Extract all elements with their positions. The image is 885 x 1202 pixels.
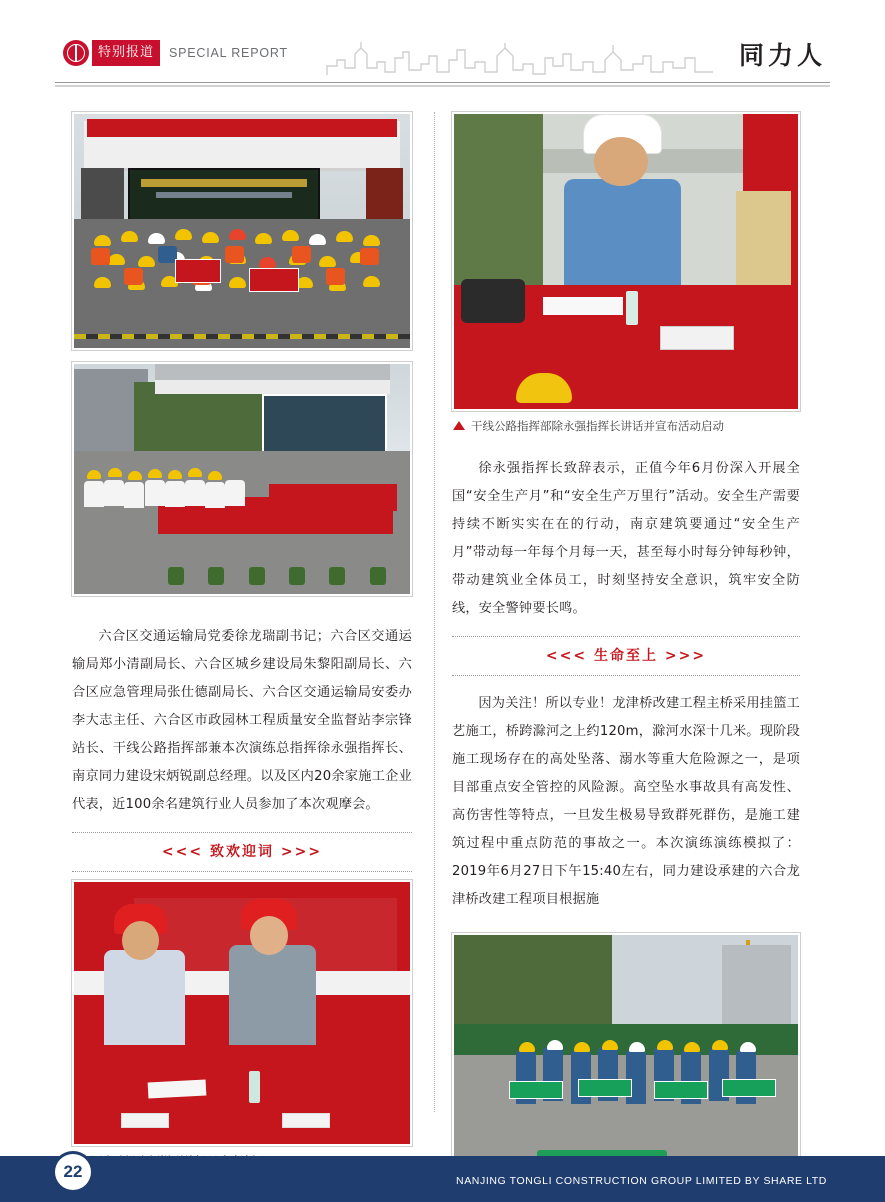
page-header <box>55 36 830 84</box>
column-divider <box>434 112 435 1112</box>
right-dotted-rule-2 <box>452 675 800 676</box>
page-number: 22 <box>55 1154 91 1190</box>
left-section-heading: <<< 致欢迎词 >>> <box>161 844 323 861</box>
section-badge <box>63 40 288 66</box>
tongli-circle-logo-icon <box>63 40 89 66</box>
magazine-brand-title: 同力人 <box>738 41 826 70</box>
photo-welcome-speech <box>72 880 412 1146</box>
photo-seated-guests <box>72 362 412 596</box>
photo-chief-commander-speech <box>452 112 800 411</box>
left-dotted-rule-2 <box>72 871 412 872</box>
right-paragraph-2: 因为关注！所以专业！龙津桥改建工程主桥采用挂篮工艺施工，桥跨滁河之上约120m，滁河水深十几米。现阶段施工现场存在的高处坠落、溺水等重大危险源之一，是项目部重点安全管控的风险源。高空坠水事故具有高发性、高伤害性等特点，一旦发生极易导致群死群伤，是施工建筑过程中重点防范的事故之一。本次演练演练模拟了：2019年6月27日下午15:40左右，同力建设承建的六合龙津桥改建工程项目根据施 <box>452 695 800 907</box>
left-paragraph-1: 六合区交通运输局党委徐龙瑞副书记；六合区交通运输局郑小清副局长、六合区城乡建设局朱黎阳副局长、六合区应急管理局张仕德副局长、六合区交通运输局安委办李大志主任、六合区市政园林工程质量安全监督站李宗锋站长、干线公路指挥部兼本次演练总指挥徐永强指挥长、南京同力建设宋炳锐副总经理。以及区内20余家施工企业代表，近100余名建筑行业人员参加了本次观摩会。 <box>72 629 412 813</box>
city-skyline-outline-icon <box>325 42 715 76</box>
header-rule <box>55 82 830 83</box>
right-dotted-rule-1 <box>452 636 800 637</box>
caption-triangle-icon <box>453 421 465 430</box>
section-badge-en: SPECIAL REPORT <box>169 46 288 60</box>
footer-company-line: NANJING TONGLI CONSTRUCTION GROUP LIMITED BY SHARE LTD <box>456 1175 827 1187</box>
header-rule-secondary <box>55 85 830 87</box>
section-badge-cn: 特别报道 <box>92 40 160 66</box>
photo-rally-crowd <box>72 112 412 350</box>
right-section-heading: <<< 生命至上 >>> <box>545 648 707 665</box>
right-column <box>452 112 800 1199</box>
left-column <box>72 112 412 1169</box>
caption-text: 干线公路指挥部除永强指挥长讲话并宣布活动启动 <box>471 419 724 433</box>
right-paragraph-1: 徐永强指挥长致辞表示，正值今年6月份深入开展全国“安全生产月”和“安全生产万里行”活动。安全生产需要持续不断实实在在的行动，南京建筑要通过“安全生产月”带动每一年每个月每一天，甚至每小时每分钟每秒钟，带动建筑业全体员工，时刻坚持安全意识，筑牢安全防线，安全警钟要长鸣。 <box>452 461 800 617</box>
left-dotted-rule-1 <box>72 832 412 833</box>
photo-chief-commander-caption <box>452 418 800 434</box>
